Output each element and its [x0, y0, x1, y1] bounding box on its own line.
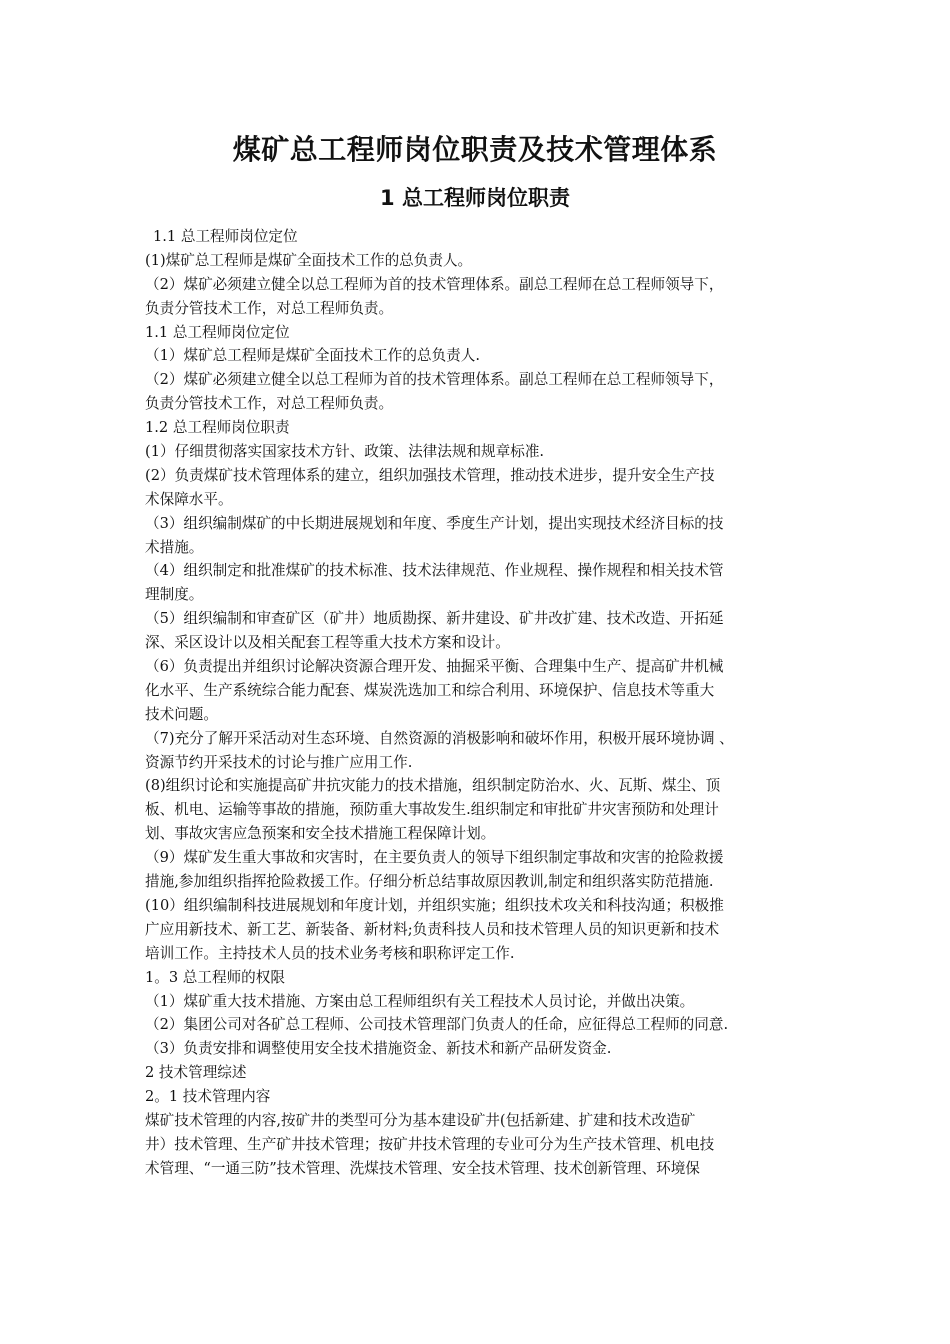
paragraph-line: (2）负责煤矿技术管理体系的建立，组织加强技术管理，推动技术进步，提升安全生产技 — [145, 466, 715, 484]
subsection-heading: 1。3 总工程师的权限 — [145, 968, 285, 986]
paragraph-line: (10）组织编制科技进展规划和年度计划，并组织实施；组织技术攻关和科技沟通；积极推 — [145, 896, 724, 914]
paragraph-line: (1）仔细贯彻落实国家技术方针、政策、法律法规和规章标准. — [145, 443, 545, 461]
subsection-heading: 1.1 总工程师岗位定位 — [145, 323, 290, 341]
paragraph-line: （3）负责安排和调整使用安全技术措施资金、新技术和新产品研发资金. — [145, 1040, 612, 1058]
paragraph-line: （9）煤矿发生重大事故和灾害时，在主要负责人的领导下组织制定事故和灾害的抢险救援 — [145, 849, 724, 867]
paragraph-line: 负责分管技术工作，对总工程师负责。 — [145, 299, 394, 317]
paragraph-line: 板、机电、运输等事故的措施，预防重大事故发生.组织制定和审批矿井灾害预防和处理计 — [145, 801, 719, 819]
paragraph-line: 划、事故灾害应急预案和安全技术措施工程保障计划。 — [145, 825, 496, 843]
subsection-heading: 1.1 总工程师岗位定位 — [153, 228, 298, 245]
paragraph-line: （3）组织编制煤矿的中长期进展规划和年度、季度生产计划，提出实现技术经济目标的技 — [145, 514, 724, 532]
subsection-heading: 2。1 技术管理内容 — [145, 1088, 271, 1106]
paragraph-line: (8)组织讨论和实施提高矿井抗灾能力的技术措施，组织制定防治水、火、瓦斯、煤尘、顶 — [145, 777, 721, 795]
paragraph-line: （6）负责提出并组织讨论解决资源合理开发、抽掘采平衡、合理集中生产、提高矿井机械 — [145, 658, 724, 676]
paragraph-line: 术保障水平。 — [145, 490, 233, 508]
paragraph-line: （7)充分了解开采活动对生态环境、自然资源的消极影响和破坏作用，积极开展环境协调 、 — [145, 729, 734, 747]
paragraph-line: （2）集团公司对各矿总工程师、公司技术管理部门负责人的任命，应征得总工程师的同意. — [145, 1016, 729, 1034]
document-body — [145, 225, 825, 1181]
paragraph-line: （2）煤矿必须建立健全以总工程师为首的技术管理体系。副总工程师在总工程师领导下， — [145, 275, 724, 293]
paragraph-line: 深、采区设计以及相关配套工程等重大技术方案和设计。 — [145, 634, 510, 652]
paragraph-line: （5）组织编制和审查矿区（矿井）地质勘探、新井建设、矿井改扩建、技术改造、开拓延 — [145, 610, 724, 628]
paragraph-line: 措施,参加组织指挥抢险救援工作。仔细分析总结事故原因教训,制定和组织落实防范措施. — [145, 873, 714, 891]
paragraph-line: (1)煤矿总工程师是煤矿全面技术工作的总负责人。 — [145, 251, 473, 269]
paragraph-line: 培训工作。主持技术人员的技术业务考核和职称评定工作. — [145, 944, 515, 962]
paragraph-line: 资源节约开采技术的讨论与推广应用工作. — [145, 753, 413, 771]
paragraph-line: 负责分管技术工作，对总工程师负责。 — [145, 395, 394, 413]
paragraph-line: 煤矿技术管理的内容,按矿井的类型可分为基本建设矿井(包括新建、扩建和技术改造矿 — [145, 1111, 696, 1129]
paragraph-line: 术措施。 — [145, 538, 204, 556]
paragraph-line: 广应用新技术、新工艺、新装备、新材料;负责科技人员和技术管理人员的知识更新和技术 — [145, 920, 720, 938]
paragraph-line: 术管理、“一通三防”技术管理、洗煤技术管理、安全技术管理、技术创新管理、环境保 — [145, 1159, 700, 1177]
paragraph-line: 井）技术管理、生产矿井技术管理；按矿井技术管理的专业可分为生产技术管理、机电技 — [145, 1135, 715, 1153]
paragraph-line: （2）煤矿必须建立健全以总工程师为首的技术管理体系。副总工程师在总工程师领导下， — [145, 371, 724, 389]
subsection-heading: 1.2 总工程师岗位职责 — [145, 419, 290, 437]
paragraph-line: （4）组织制定和批准煤矿的技术标准、技术法律规范、作业规程、操作规程和相关技术管 — [145, 562, 724, 580]
paragraph-line: 化水平、生产系统综合能力配套、煤炭洗选加工和综合利用、环境保护、信息技术等重大 — [145, 681, 715, 699]
section-heading-2: 2 技术管理综述 — [145, 1064, 247, 1082]
paragraph-line: 技术问题。 — [145, 705, 218, 723]
paragraph-line: （1）煤矿重大技术措施、方案由总工程师组织有关工程技术人员讨论，并做出决策。 — [145, 992, 695, 1010]
paragraph-line: 理制度。 — [145, 586, 204, 604]
paragraph-line: （1）煤矿总工程师是煤矿全面技术工作的总负责人. — [145, 347, 480, 365]
document-title: 煤矿总工程师岗位职责及技术管理体系 — [232, 133, 718, 166]
section-heading: 1 总工程师岗位职责 — [380, 186, 570, 210]
